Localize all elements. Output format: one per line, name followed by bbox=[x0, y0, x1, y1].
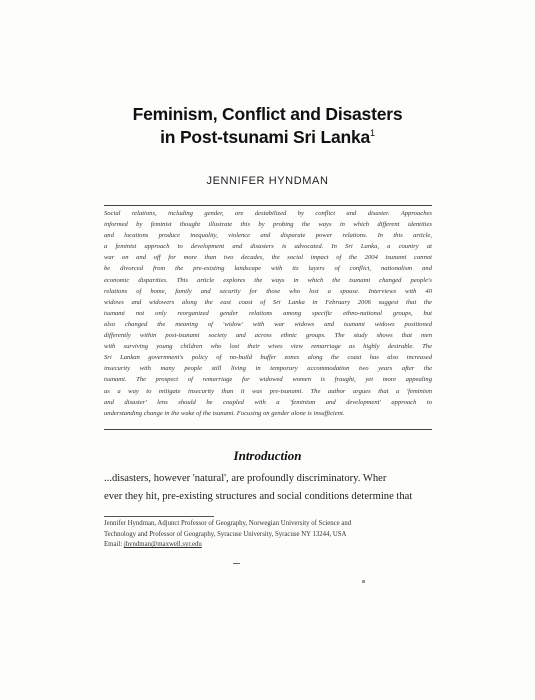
abstract-line: tsunami not only reorganized gender relations among specific ethno-national groups, but bbox=[104, 309, 432, 317]
article-title-line-2: in Post-tsunami Sri Lanka$^1$ bbox=[160, 127, 375, 147]
article-title-line-1: Feminism, Conflict and Disasters bbox=[132, 104, 403, 124]
abstract-top-rule bbox=[104, 205, 432, 206]
abstract-line: and locations produce inequality, violence and disparate power relations. In this article, bbox=[104, 232, 432, 240]
abstract-line: differently within post-tsunami society and across ethnic groups. The study shows that men bbox=[104, 332, 432, 340]
footnote-rule bbox=[104, 516, 214, 517]
body-line: ...disasters, however 'natural', are profoundly discriminatory. Wher bbox=[104, 473, 387, 484]
body-text bbox=[104, 470, 434, 506]
abstract-line: a feminist approach to development and disasters is advocated. In Sri Lanka, a country at bbox=[104, 243, 432, 251]
page-speck bbox=[233, 563, 240, 564]
email-label: Email: bbox=[104, 541, 124, 548]
abstract-bottom-rule bbox=[104, 429, 432, 430]
footnote-line-2: Technology and Professor of Geography, Syracuse University, Syracuse NY 13244, USA bbox=[104, 530, 347, 538]
abstract-line: widows and widowers along the east coast of Sri Lanka in February 2006 suggest that the bbox=[104, 298, 432, 306]
abstract-line: economic disparities. This article explores the ways in which the tsunami changed people's bbox=[104, 276, 432, 284]
title-footnote-mark: 1 bbox=[370, 128, 375, 139]
abstract-line: tsunami. The prospect of remarriage for widowed women is fraught, yet more appealing bbox=[104, 376, 432, 384]
email-link[interactable]: jhyndman@maxwell.syr.edu bbox=[123, 541, 202, 548]
abstract-line: insecurity with many people still living in temporary accommodation two years after the bbox=[104, 365, 432, 373]
abstract-line: with surviving young children who lost their wives view remarriage as highly desirable. The bbox=[104, 343, 432, 351]
abstract-line: understanding change in the wake of the tsunami. Focusing on gender alone is insufficient. bbox=[104, 409, 345, 417]
footnote-line-1: Jennifer Hyndman, Adjunct Professor of Geography, Norwegian University of Science and bbox=[104, 520, 352, 527]
abstract-line: Social relations, including gender, are destabilized by conflict and disaster. Approaches bbox=[104, 210, 432, 217]
body-line: ever they hit, pre-existing structures and social conditions determine that bbox=[104, 491, 413, 502]
abstract-line: be divorced from the pre-existing landscape with its layers of conflict, nationalism and bbox=[104, 265, 432, 273]
author-name: JENNIFER HYNDMAN bbox=[206, 175, 329, 187]
abstract-line: relations of home, family and security for those who lost a spouse. Interviews with 40 bbox=[104, 287, 432, 295]
scan-mark bbox=[362, 580, 365, 583]
abstract-line: and disaster' lens should be coupled with a 'feminism and development' approach to bbox=[104, 398, 432, 406]
abstract-line: also changed the meaning of 'widow' with war widows and tsunami widows positioned bbox=[104, 320, 432, 328]
abstract-line: informed by feminist thought illustrate this by probing the ways in which different identities bbox=[104, 221, 432, 229]
abstract-line: Sri Lankan government's policy of no-build buffer zones along the coast has also increased bbox=[104, 354, 432, 362]
abstract-line: war on and off for more than two decades, the social impact of the 2004 tsunami cannot bbox=[104, 254, 432, 262]
abstract-line: as a way to mitigate insecurity than it was pre-tsunami. The author argues that a 'feminism bbox=[104, 387, 432, 395]
footnote-line-3 bbox=[104, 540, 434, 551]
author-footnote bbox=[104, 519, 434, 551]
section-heading: Introduction bbox=[233, 448, 302, 463]
abstract bbox=[104, 208, 432, 419]
